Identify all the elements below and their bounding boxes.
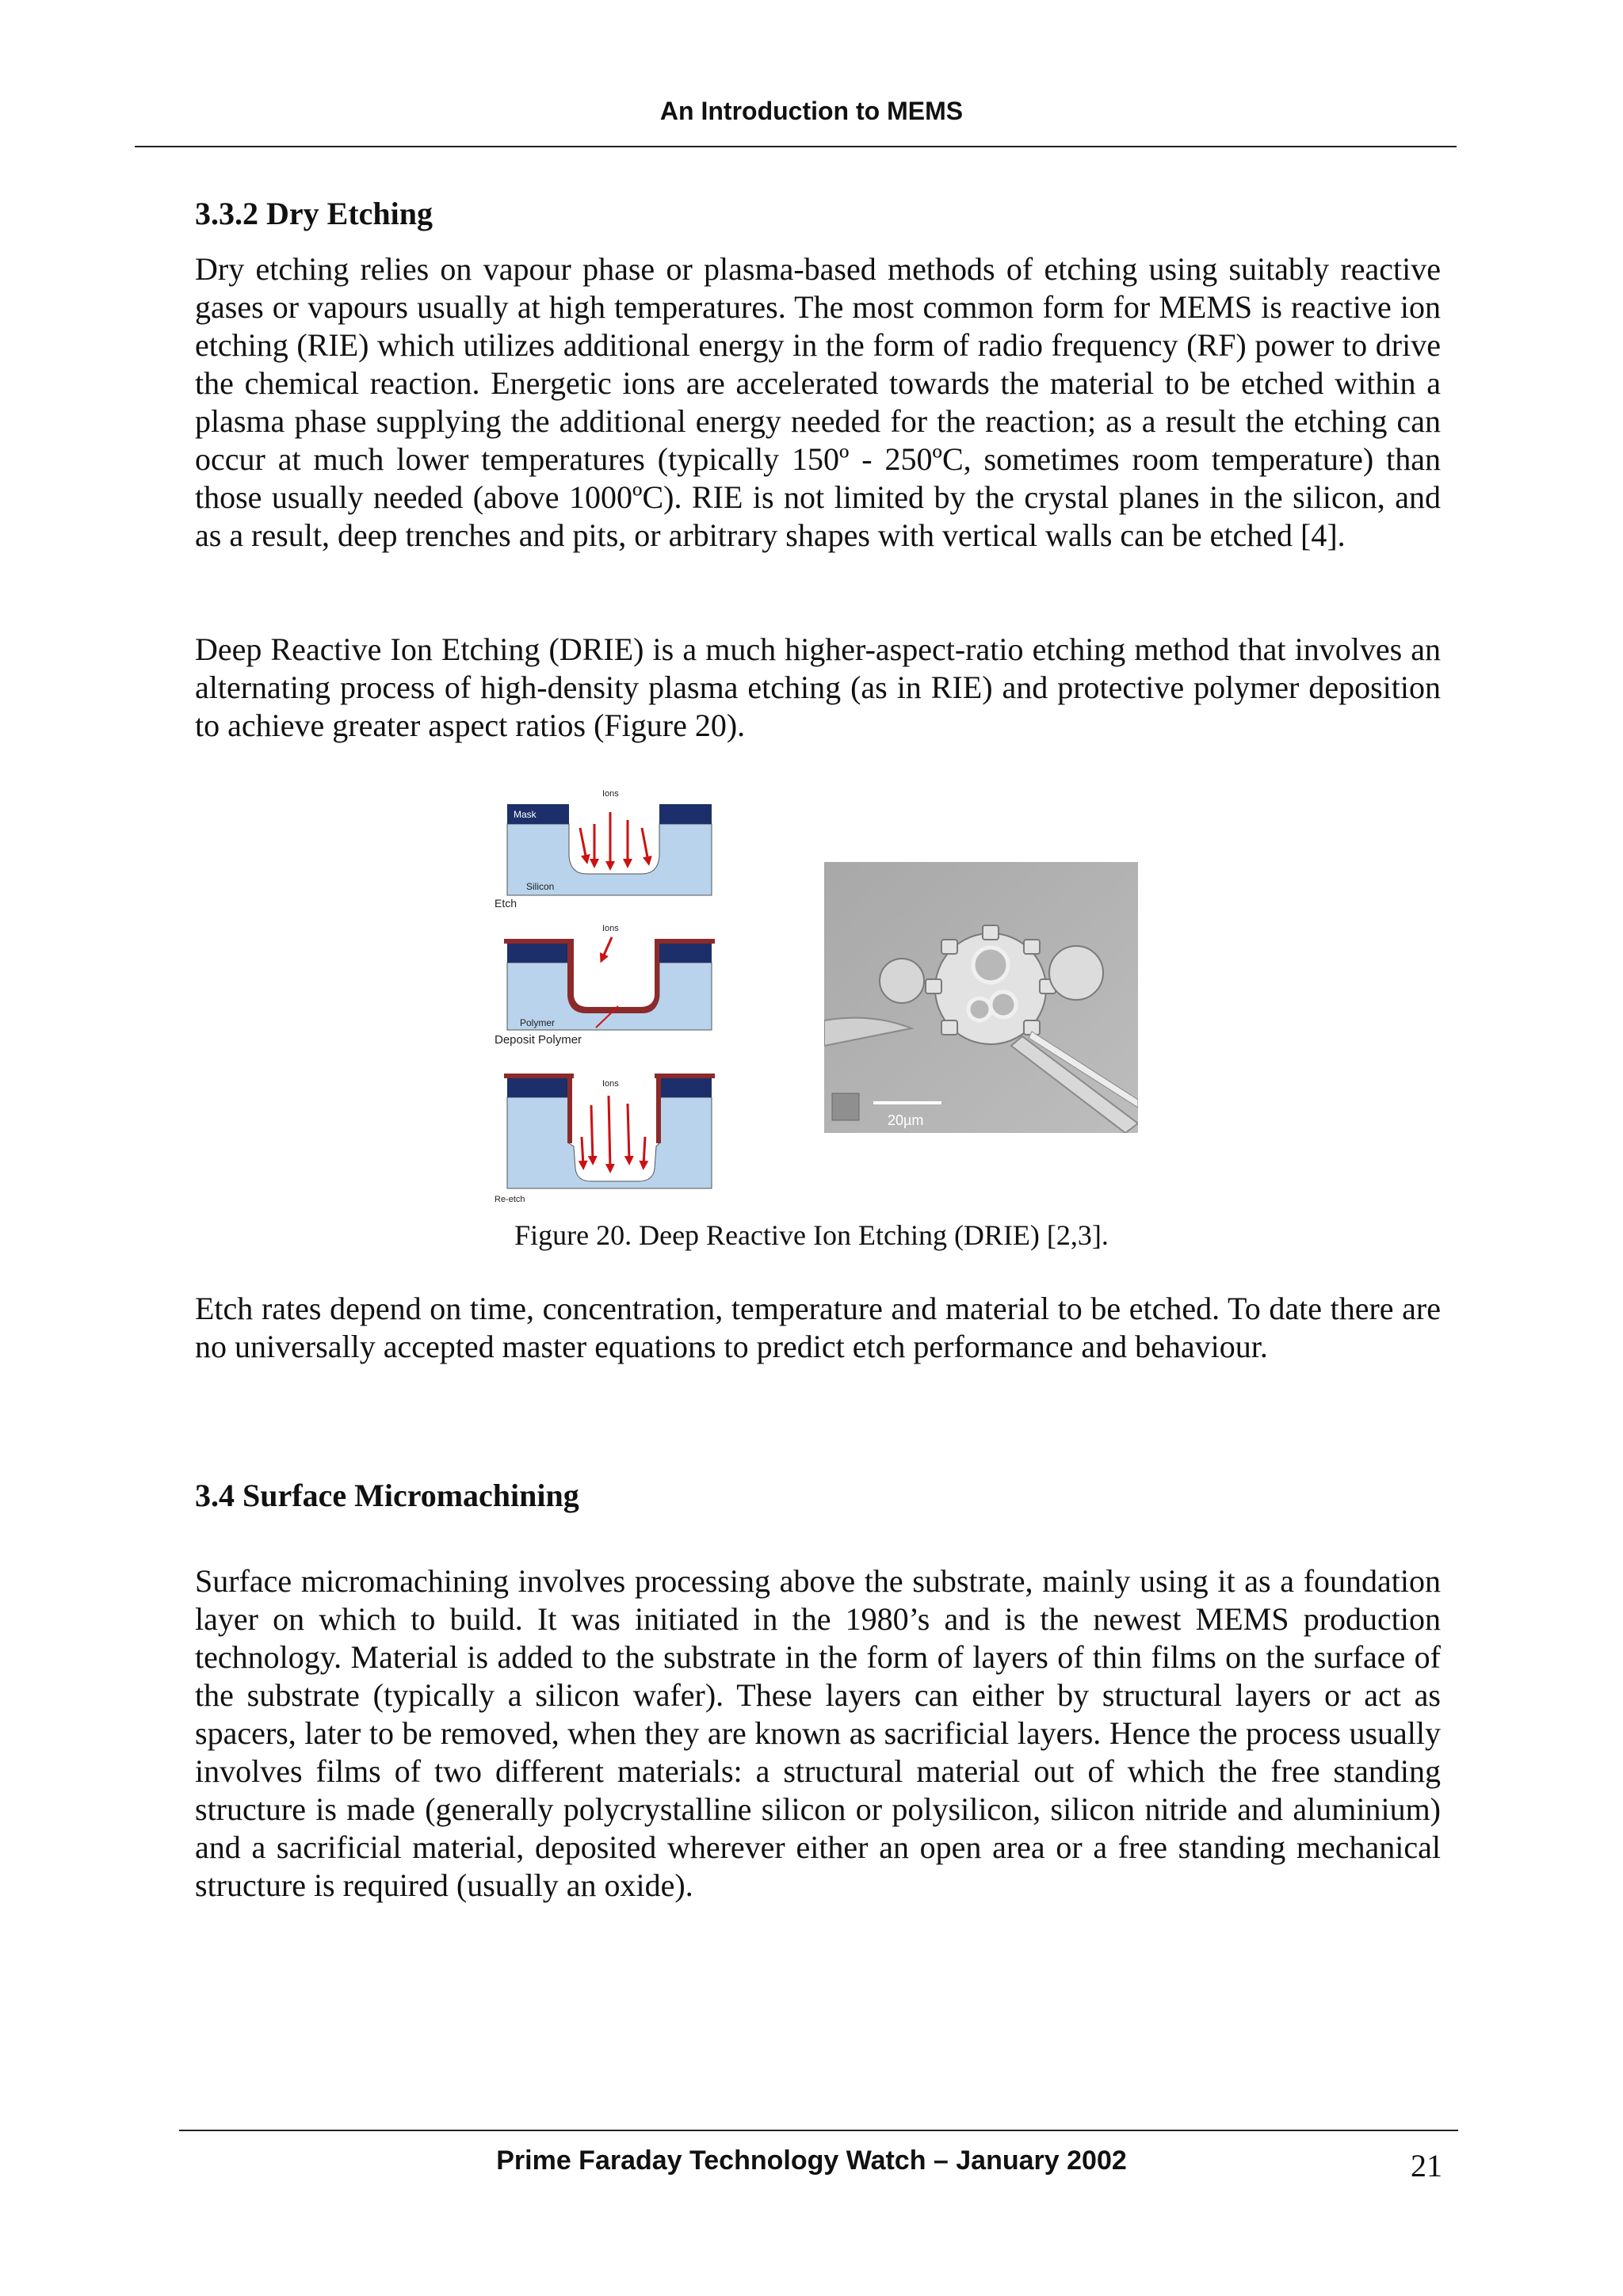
running-footer: Prime Faraday Technology Watch – January 2002 [496,2145,1127,2176]
section-heading-surface-micromachining: 3.4 Surface Micromachining [195,1478,579,1513]
running-header: An Introduction to MEMS [659,97,964,125]
paragraph-surface-micromachining: Surface micromachining involves processing above the substrate, mainly using it as a foundation layer on which to build. It was initiated in the 1980’s and is the newest MEMS production technology. Material is added to the substrate in the form of layers of thin films on the surface of the substrate (typically a silicon wafer). These layers can either by structural layers or act as spacers, later to be removed, when they are known as sacrificial layers. Hence the process usually involves films of two different materials: a structural material out of which the free standing structure is made (generally polycrystalline silicon or polysilicon, silicon nitride and aluminium) and a sacrificial material, deposited wherever either an open area or a free standing mechanical structure is required (usually an oxide). [195,1563,1441,1903]
mask-label: Mask [514,809,537,820]
section-heading-dry-etching: 3.3.2 Dry Etching [195,196,433,231]
silicon-label: Silicon [526,881,555,892]
ions-label-3: Ions [602,1079,619,1089]
paragraph-dry-etching-intro: Dry etching relies on vapour phase or plasma-based methods of etching using suitably reactive gases or vapours usually at high temperatures. The most common form for MEMS is reactive ion etching (RIE) which utilizes additional energy in the form of radio frequency (RF) power to drive the chemical reaction. Energetic ions are accelerated towards the material to be etched within a plasma phase supplying the additional energy needed for the reaction; as a result the etching can occur at much lower temperatures (typically 150º - 250ºC, sometimes room temperature) than those usually needed (above 1000ºC). RIE is not limited by the crystal planes in the silicon, and as a result, deep trenches and pits, or arbitrary shapes with vertical walls can be etched [4]. [195,251,1441,553]
re-etch-stage [495,1074,715,1204]
polymer-label: Polymer [520,1017,556,1028]
figure-caption: Figure 20. Deep Reactive Ion Etching (DRIE) [2,3]. [514,1219,1109,1251]
page-number: 21 [1411,2148,1442,2183]
paragraph-etch-rates: Etch rates depend on time, concentration, temperature and material to be etched. To date there are no universally accepted master equations to predict etch performance and behaviour. [195,1291,1441,1364]
header-rule [135,146,1457,147]
re-etch-label: Re-etch [495,1195,525,1204]
drie-process-diagram [491,788,721,1208]
footer-rule [179,2130,1458,2131]
etch-stage [495,789,712,910]
deposit-polymer-label: Deposit Polymer [495,1033,582,1047]
etch-label: Etch [495,897,517,910]
lab-logo [832,1093,859,1120]
ions-label-2: Ions [602,924,619,933]
deposit-polymer-stage [495,924,715,1047]
sem-micrograph-gear [824,862,1138,1133]
scale-bar-label: 20µm [888,1112,924,1128]
paragraph-drie: Deep Reactive Ion Etching (DRIE) is a much higher-aspect-ratio etching method that involves an alternating process of high-density plasma etching (as in RIE) and protective polymer deposition to achieve greater aspect ratios (Figure 20). [195,631,1441,743]
ions-label: Ions [602,789,619,799]
